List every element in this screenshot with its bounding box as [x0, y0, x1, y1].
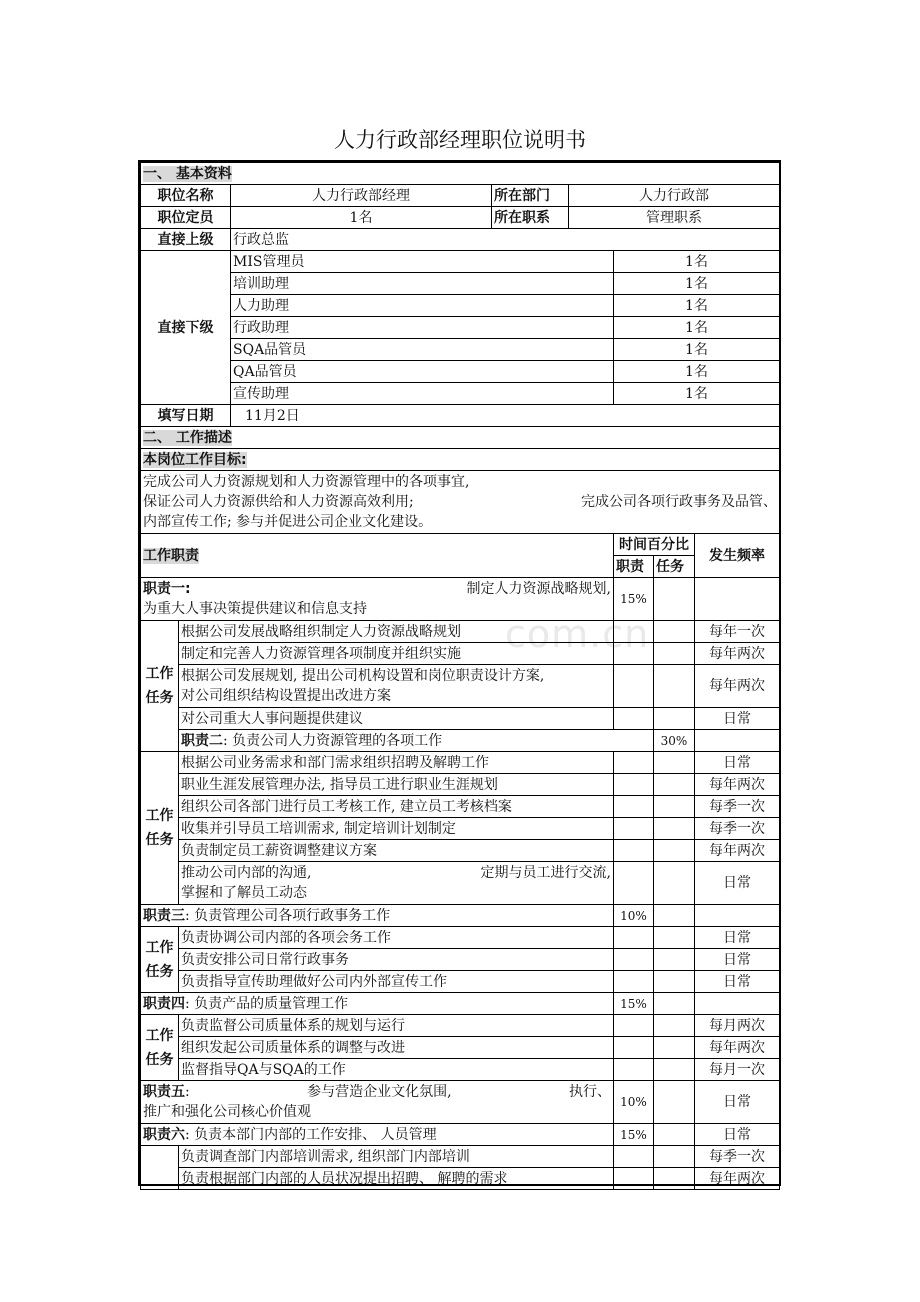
task-pct — [614, 1146, 654, 1168]
task-freq: 日常 — [695, 752, 780, 774]
duty-5: 职责五: 参与营造企业文化氛围, 执行、 推广和强化公司核心价值观 — [141, 1081, 614, 1124]
task-pct — [614, 621, 654, 643]
job-description-sheet — [138, 160, 781, 1186]
task-pct — [654, 1124, 695, 1146]
subordinate-count: 1名 — [614, 273, 780, 295]
task-freq: 每季一次 — [695, 796, 780, 818]
task-pct — [695, 730, 780, 752]
task-item: 负责制定员工薪资调整建议方案 — [179, 840, 614, 862]
task-item: 根据公司业务需求和部门需求组织招聘及解聘工作 — [179, 752, 614, 774]
task-freq: 日常 — [695, 862, 780, 905]
task-freq: 每年两次 — [695, 665, 780, 708]
duty-3: 职责三: 负责管理公司各项行政事务工作 — [141, 905, 614, 927]
duty-freq — [695, 578, 780, 621]
task-pct — [614, 949, 654, 971]
task-pct — [654, 774, 695, 796]
task-pct — [614, 971, 654, 993]
task-col-label: 任务 — [654, 556, 695, 578]
task-pct — [654, 643, 695, 665]
duty-pct: 30% — [654, 730, 695, 752]
date-label: 填写日期 — [141, 405, 231, 427]
position-label: 职位名称 — [141, 185, 231, 207]
task-pct — [614, 774, 654, 796]
quota-value: 1名 — [231, 207, 492, 229]
task-pct — [654, 796, 695, 818]
task-pct — [654, 971, 695, 993]
task-item: 对公司重大人事问题提供建议 — [179, 708, 614, 730]
subordinate-name: 培训助理 — [231, 273, 614, 295]
dept-label: 所在部门 — [492, 185, 569, 207]
task-freq: 每年两次 — [695, 643, 780, 665]
task-pct — [614, 708, 654, 730]
duty-freq: 日常 — [695, 1081, 780, 1124]
subordinate-name: MIS管理员 — [231, 251, 614, 273]
task-pct — [654, 818, 695, 840]
task-label-empty — [141, 1146, 179, 1190]
subordinate-name: SQA品管员 — [231, 339, 614, 361]
subordinate-count: 1名 — [614, 383, 780, 405]
task-pct — [654, 578, 695, 621]
task-item: 负责监督公司质量体系的规划与运行 — [179, 1015, 614, 1037]
subordinate-name: 人力助理 — [231, 295, 614, 317]
task-pct — [614, 665, 654, 708]
task-item: 组织发起公司质量体系的调整与改进 — [179, 1037, 614, 1059]
task-label: 工作任务 — [141, 1015, 179, 1081]
duty-1: 职责一: 制定人力资源战略规划, 为重大人事决策提供建议和信息支持 — [141, 578, 614, 621]
duty-freq — [695, 993, 780, 1015]
task-freq: 日常 — [695, 708, 780, 730]
task-item: 职业生涯发展管理办法, 指导员工进行职业生涯规划 — [179, 774, 614, 796]
task-pct — [654, 708, 695, 730]
watermark: com.cn — [505, 612, 650, 656]
section2-heading: 二、 工作描述 — [141, 427, 780, 449]
task-pct — [614, 643, 654, 665]
duty-freq: 日常 — [695, 1124, 780, 1146]
task-freq: 每年一次 — [695, 621, 780, 643]
subordinate-name: QA品管员 — [231, 361, 614, 383]
subordinate-count: 1名 — [614, 317, 780, 339]
duty-2: 职责二: 负责公司人力资源管理的各项工作 — [179, 730, 654, 752]
task-item: 收集并引导员工培训需求, 制定培训计划制定 — [179, 818, 614, 840]
task-pct — [614, 927, 654, 949]
duties-label: 工作职责 — [141, 534, 614, 578]
task-freq: 日常 — [695, 971, 780, 993]
position-value: 人力行政部经理 — [231, 185, 492, 207]
dept-value: 人力行政部 — [569, 185, 780, 207]
date-value: 11月2日 — [231, 405, 780, 427]
task-freq: 每季一次 — [695, 1146, 780, 1168]
task-freq: 每月一次 — [695, 1059, 780, 1081]
task-pct — [654, 752, 695, 774]
task-freq: 每月两次 — [695, 1015, 780, 1037]
series-label: 所在职系 — [492, 207, 569, 229]
duty-pct: 15% — [614, 578, 654, 621]
subordinate-name: 行政助理 — [231, 317, 614, 339]
subordinate-count: 1名 — [614, 295, 780, 317]
task-pct — [614, 818, 654, 840]
job-table — [140, 162, 780, 1190]
task-pct — [614, 1015, 654, 1037]
subordinate-count: 1名 — [614, 251, 780, 273]
superior-value: 行政总监 — [231, 229, 780, 251]
duty-pct: 15% — [614, 1124, 654, 1146]
duty-pct: 10% — [614, 1081, 654, 1124]
task-item: 负责安排公司日常行政事务 — [179, 949, 614, 971]
task-item: 负责协调公司内部的各项会务工作 — [179, 927, 614, 949]
task-freq: 每季一次 — [695, 818, 780, 840]
task-item: 组织公司各部门进行员工考核工作, 建立员工考核档案 — [179, 796, 614, 818]
duty-freq — [695, 905, 780, 927]
task-item: 负责指导宣传助理做好公司内外部宣传工作 — [179, 971, 614, 993]
task-freq: 每年两次 — [695, 1168, 780, 1190]
task-pct — [654, 665, 695, 708]
task-pct — [614, 796, 654, 818]
section1-heading: 一、 基本资料 — [141, 163, 780, 185]
subordinates-label: 直接下级 — [141, 251, 231, 405]
task-freq: 每年两次 — [695, 774, 780, 796]
duty-pct: 10% — [614, 905, 654, 927]
task-pct — [654, 1037, 695, 1059]
task-label: 工作任务 — [141, 621, 179, 752]
task-freq: 日常 — [695, 949, 780, 971]
task-item: 根据公司发展战略组织制定人力资源战略规划 — [179, 621, 614, 643]
duty-4: 职责四: 负责产品的质量管理工作 — [141, 993, 614, 1015]
task-item: 根据公司发展规划, 提出公司机构设置和岗位职责设计方案, 对公司组织结构设置提出改进方案 — [179, 665, 614, 708]
freq-label: 发生频率 — [695, 534, 780, 578]
superior-label: 直接上级 — [141, 229, 231, 251]
goal-text: 完成公司人力资源规划和人力资源管理中的各项事宜, 保证公司人力资源供给和人力资源高效利用; 完成公司各项行政事务及品管、 内部宣传工作; 参与并促进公司企业文化建设。 — [141, 471, 780, 534]
goal-label: 本岗位工作目标: — [141, 449, 780, 471]
task-item: 推动公司内部的沟通, 定期与员工进行交流, 掌握和了解员工动态 — [179, 862, 614, 905]
task-pct — [614, 1037, 654, 1059]
task-freq: 每年两次 — [695, 840, 780, 862]
task-pct — [654, 1146, 695, 1168]
task-pct — [654, 1059, 695, 1081]
series-value: 管理职系 — [569, 207, 780, 229]
task-pct — [614, 1168, 654, 1190]
task-pct — [654, 1015, 695, 1037]
subordinate-count: 1名 — [614, 361, 780, 383]
task-pct — [654, 927, 695, 949]
task-pct — [654, 840, 695, 862]
task-pct — [654, 862, 695, 905]
task-item: 负责根据部门内部的人员状况提出招聘、 解聘的需求 — [179, 1168, 614, 1190]
task-pct — [654, 905, 695, 927]
subordinate-name: 宣传助理 — [231, 383, 614, 405]
task-item: 监督指导QA与SQA的工作 — [179, 1059, 614, 1081]
task-freq: 每年两次 — [695, 1037, 780, 1059]
task-pct — [614, 862, 654, 905]
task-pct — [654, 1081, 695, 1124]
task-pct — [614, 752, 654, 774]
task-pct — [654, 1168, 695, 1190]
task-pct — [654, 621, 695, 643]
task-item: 负责调查部门内部培训需求, 组织部门内部培训 — [179, 1146, 614, 1168]
task-freq: 日常 — [695, 927, 780, 949]
task-label: 工作任务 — [141, 927, 179, 993]
time-pct-label: 时间百分比 — [614, 534, 695, 556]
duty-col-label: 职责 — [614, 556, 654, 578]
duty-6: 职责六: 负责本部门内部的工作安排、 人员管理 — [141, 1124, 614, 1146]
task-pct — [654, 993, 695, 1015]
duty-pct: 15% — [614, 993, 654, 1015]
quota-label: 职位定员 — [141, 207, 231, 229]
task-pct — [614, 1059, 654, 1081]
task-label: 工作任务 — [141, 752, 179, 905]
task-item: 制定和完善人力资源管理各项制度并组织实施 — [179, 643, 614, 665]
task-pct — [614, 840, 654, 862]
subordinate-count: 1名 — [614, 339, 780, 361]
task-pct — [654, 949, 695, 971]
page-title: 人力行政部经理职位说明书 — [334, 128, 586, 152]
